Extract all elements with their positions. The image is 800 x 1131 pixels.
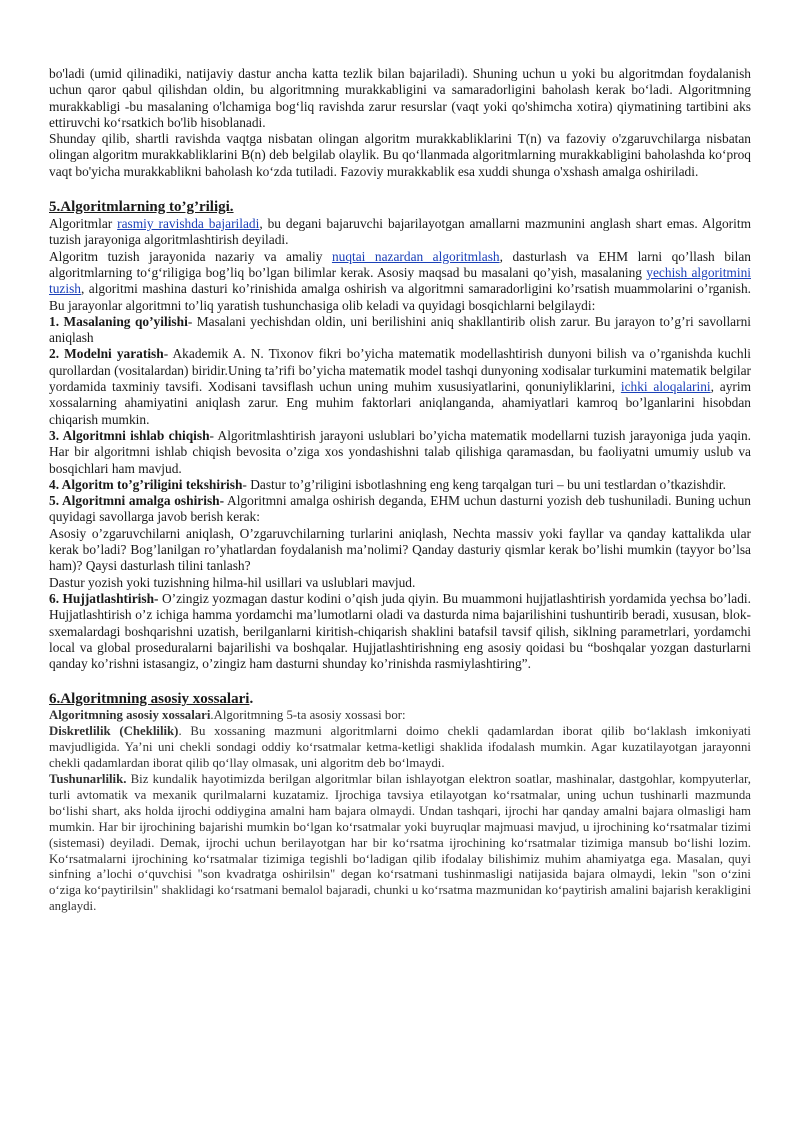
stage-2: [49, 346, 751, 427]
link-ichki-aloqalarini[interactable]: ichki aloqalarini: [620, 379, 711, 395]
section-5-paragraph-1: [49, 216, 751, 249]
stage-5: [49, 493, 751, 526]
stage-2-text: - Akademik A. N. Tixonov fikri bo’yicha matematik modellashtirish dunyoni bilish va o’rganishda kuchli qurollardan (vositalardan) biridir.Uning ta’rifi bo’yicha matematik model tashqi dunyoning xodisalar turkumini matematik belgilar yordamida taxminiy tavsifi. Xodisani tavsiflash uchun uning muhim xususiyatlarini, qonuniyliklarini,: [49, 346, 752, 395]
stage-3-title: 3. Algoritmni ishlab chiqish: [49, 427, 210, 443]
intro-paragraph-2: Shunday qilib, shartli ravishda vaqtga nisbatan olingan algoritm murakkabliklarini T(n) va fazoviy o'zgaruvchilarga nisbatan olingan algoritm murakkabliklarini B(n) deb belgilab olaylik. Bu qo‘llanmada algoritmlarning murakkabligini baholashda ko‘proq vaqt bo'yicha murakkablikni baholash ko‘zda tutiladi. Fazoviy murakkablik esa xuddi shunga o'xshash amalga oshiriladi.: [49, 131, 751, 179]
stage-1: [49, 314, 751, 347]
property-clarity-title: Tushunarlilik.: [49, 772, 127, 787]
stage-5-text: Algoritmni amalga oshirish deganda, EHM uchun dasturni yozish deb tushuniladi. Buning uchun quyidagi savollarga javob berish kerak:: [49, 493, 751, 525]
section-6-heading: [49, 690, 751, 708]
stage-5-note: Dastur yozish yoki tuzishning hilma-hil usillari va uslublari mavjud.: [49, 574, 416, 590]
stage-2-title: 2. Modelni yaratish: [49, 346, 164, 362]
section-6-intro-text: .Algoritmning 5-ta asosiy xossasi bor:: [210, 708, 406, 723]
section-6-heading-tail: .: [249, 691, 254, 708]
stage-4-title: 4. Algoritm to’g’riligini tekshirish: [49, 476, 243, 492]
section-6-intro-title: Algoritmning asosiy xossalari: [49, 708, 211, 723]
section-6-intro: [49, 708, 751, 724]
property-clarity: [49, 772, 751, 915]
link-nuqtai-nazardan[interactable]: nuqtai nazardan algoritmlash: [331, 248, 500, 264]
text-span: , algoritmi mashina dasturi ko’rinishida amalga oshirish va algoritmni samaradorligini ko’rsatish muammolarini o’rganish. Bu jarayonlar algoritmni to’liq yaratish tushunchasiga olib keladi va quyidagi bosqichlarni belgilaydi:: [49, 281, 751, 313]
link-yechish-algoritmini[interactable]: yechish algoritmini tuzish: [49, 264, 751, 297]
stage-3: [49, 428, 751, 477]
text-span: Algoritmlar: [49, 216, 118, 232]
property-discreteness: [49, 724, 751, 772]
section-5-heading: 5.Algoritmlarning to’g’riligi.: [49, 199, 234, 216]
property-clarity-text: Biz kundalik hayotimizda berilgan algoritmlar bilan ishlayotgan elektron soatlar, mashinalar, dastgohlar, kompyuterlar, turli avtomatik va mexanik qurilmalarni kuzatamiz. Ijrochiga tavsiya etilayotgan ko‘rsatmalar, uning uchun tushinarli mazmunda bo‘lishi shart, aks holda ijrochi oddiygina amalni ham bajara olmaydi. Undan tashqari, ijrochi har qanday amalni bajara olmasligi ham mumkin. Har bir ijrochining bajarishi mumkin bo‘lgan ko‘rsatmalar yoki buyruqlar majmuasi mavjud, u ijrochining ko‘rsatmalar tizimi (sistemasi) deyiladi. Demak, ijrochi uchun berilayotgan har bir ko‘rsatma ijrochining ko‘rsatmalar tizimiga mansub bo‘lishi lozim. Ko‘rsatmalarni ijrochining ko‘rsatmalar tizimiga tegishli bo‘ladigan qilib ifodalay bilishimiz muhim ahamiyatga ega. Masalan, quyi sinfning a’lochi o‘quvchisi "son kvadratga oshirilsin" degan ko‘rsatmani tushinmasligi natijasida bajara olmaydi, lekin "son o‘zini o‘ziga ko‘paytirilsin" shaklidagi ko‘rsatmani bemalol bajaradi, chunki u ko‘rsatma mazmunidan ko‘paytirish amalini bajarish kerakligini anglaydi.: [49, 772, 751, 914]
intro-paragraph-1: bo'ladi (umid qilinadiki, natijaviy dastur ancha katta tezlik bilan bajariladi). Shuning uchun u yoki bu algoritmdan foydalanish uchun qaror qabul qilishdan oldin, bu algoritmning murakkabligini va samaradorligini baholash kerak bo‘ladi. Algoritmning murakkabligi -bu masalaning o'lchamiga bog‘liq ravishda zarur resurslar (vaqt yoki qo'shimcha xotira) qiymatining tartibini aks ettiruvchi ko‘rsatkich bo'lib hisoblanadi.: [49, 66, 751, 130]
text-span: , dasturlash va EHM larni qo’llash bilan algoritmlarning to‘g‘riligiga bog’liq bo’lgan bilimlar kerak. Asosiy maqsad bu masalani qo’yish, masalaning: [49, 248, 751, 280]
property-discreteness-text: . Bu xossaning mazmuni algoritmlarni doimo chekli qadamlardan iborat qilib bo‘laklash imkoniyati mavjudligida. Ya’ni uni chekli sondagi oddiy ko‘rsatmalar ketma-ketligi shaklida ifodalash mumkin. Agar kuzatilayotgan jarayonni chekli qadamlardan iborat qilib qo‘llay olmasak, uni algoritm deb bo‘lmaydi.: [49, 724, 751, 771]
stage-1-text: - Masalani yechishdan oldin, uni berilishini aniq shakllantirib olish zarur. Bu jarayon to’g’ri savollarni aniqlash: [49, 313, 752, 346]
stage-1-title: 1. Masalaning qo’yilishi: [49, 313, 188, 329]
stage-4: [49, 477, 751, 493]
stage-2-text-tail: , ayrim xossalarning ahamiyatini aniqlash zarur. Eng muhim faktorlari aniqlanganda, ahamiyatlari kamroq bo’lganlarini hisobdan chiqarish mumkin.: [49, 379, 751, 427]
stage-6-title: 6. Hujjatlashtirish-: [49, 590, 159, 606]
section-6-heading-text: 6.Algoritmning asosiy xossalari: [49, 691, 250, 708]
section-6-body: [49, 708, 751, 915]
text-span: , bu degani bajaruvchi bajarilayotgan amallarni mazmunini anglash shart emas. Algoritm tuzish jarayoniga algoritmlashtirish deyiladi.: [49, 216, 751, 248]
section-5-paragraph-2: [49, 249, 751, 314]
text-span: Algoritm tuzish jarayonida nazariy va amaliy: [49, 248, 332, 264]
link-rasmiy[interactable]: rasmiy ravishda bajariladi: [117, 216, 260, 232]
property-discreteness-title: Diskretlilik (Cheklilik): [49, 724, 179, 739]
stage-5-questions: Asosiy o’zgaruvchilarni aniqlash, O’zgaruvchilarning turlarini aniqlash, Nechta massiv yoki fayllar va qanday kattalikda ular kerak bo’ladi? Bog’lanilgan ro’yhatlardan foydalanish ma’nolimi? Qanday dasturiy qismlar kerak bo’lishi mumkin (tayyor bo’lsa ham)? Qaysi dasturlash tilini tanlash?: [49, 525, 751, 574]
stage-6: [49, 591, 751, 672]
stage-3-text: - Algoritmlashtirish jarayoni uslublari bo’yicha matematik modellarni tuzish jarayoniga juda yaqin. Har bir algoritmni ishlab chiqish bevosita o’ziga xos yondashishni talab qilishiga qaramasdan, bu faoliyatni umumiy uslub va bosqichlari ham mavjud.: [49, 427, 751, 476]
document-body: [49, 66, 751, 915]
stage-4-text: - Dastur to’g’riligini isbotlashning eng keng tarqalgan turi – bu uni testlardan o’tkazishdir.: [242, 476, 727, 492]
stage-6-text: O’zingiz yozmagan dastur kodini o’qish juda qiyin. Bu muammoni hujjatlashtirish yordamida yechsa bo’ladi. Hujjatlashtirish o’z ichiga hamma yordamchi ma’lumotlarni oladi va dasturda nima bajarilishini tushuntirib beradi, xususan, blok-sxemalardagi boshqarishni uzatish, berilganlarni kiritish-chiqarish shaklini batafsil tavsif qilish, siklning parametrlari, yordamchi local va global proseduralarni bajarilishi va boshqalar. Hujjatlashtirishning eng asosiy qoidasi bu “boshqalar yozgan dasturlarni qanday ko’rishni istasangiz, o’zingiz ham dasturni shunday ko’rinishda rasmiylashtiring”.: [49, 590, 751, 672]
stage-5-title: 5. Algoritmni amalga oshirish-: [49, 493, 225, 509]
